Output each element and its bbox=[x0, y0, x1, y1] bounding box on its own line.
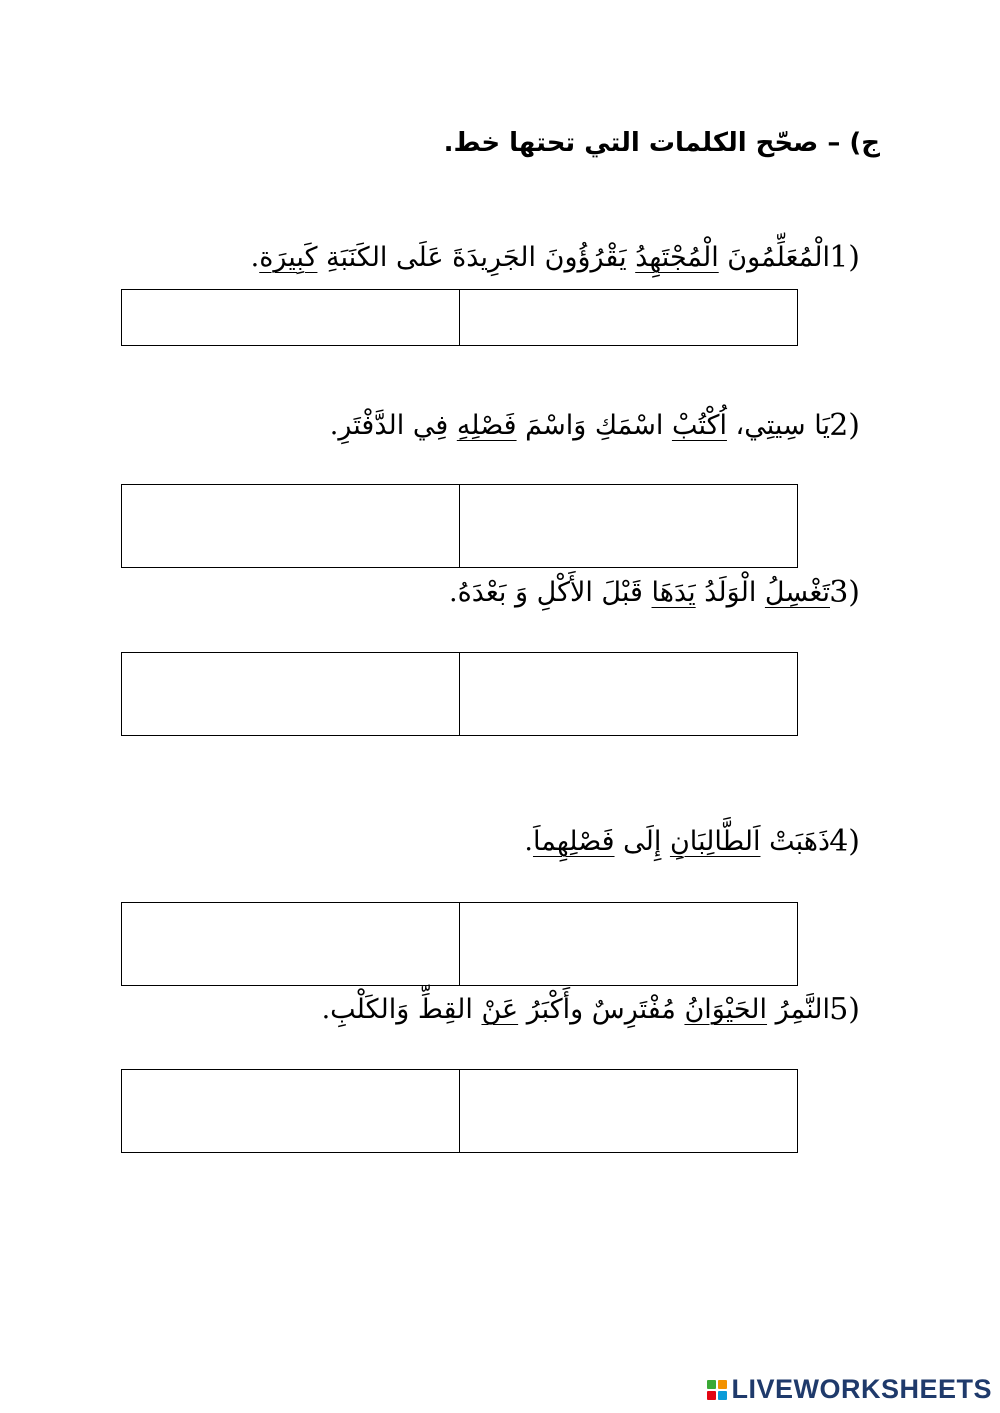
question-2-text: فِي الدَّفْتَرِ. bbox=[329, 410, 457, 441]
question-1-text: يَقْرُؤُونَ الجَرِيدَةَ عَلَى الكَنَبَةِ bbox=[317, 242, 636, 273]
question-5-underlined-word: الحَيْوَانُ bbox=[684, 994, 768, 1025]
question-1-underlined-word: الْمُجْتَهِدُ bbox=[635, 242, 719, 273]
question-4-text: ذَهَبَتْ bbox=[760, 826, 830, 857]
question-2-underlined-word: اُكْتُبْ bbox=[671, 410, 727, 441]
answer-box-5 bbox=[121, 1069, 798, 1153]
answer-input-5-right[interactable] bbox=[460, 1070, 797, 1152]
logo-square bbox=[707, 1391, 716, 1400]
question-number-1: 1) bbox=[829, 240, 860, 275]
answer-cell-left[interactable] bbox=[122, 653, 459, 735]
question-3-text: الْوَلَدُ bbox=[695, 577, 765, 608]
answer-cell-right[interactable] bbox=[459, 903, 797, 985]
question-3-text: قَبْلَ الأَكْلِ وَ بَعْدَهُ. bbox=[449, 577, 652, 608]
answer-input-1-left[interactable] bbox=[122, 290, 459, 345]
answer-input-4-left[interactable] bbox=[122, 903, 459, 985]
question-1-text: . bbox=[250, 242, 260, 273]
logo-square bbox=[718, 1391, 727, 1400]
answer-box-4 bbox=[121, 902, 798, 986]
answer-cell-right[interactable] bbox=[459, 1070, 797, 1152]
answer-input-3-left[interactable] bbox=[122, 653, 459, 735]
question-number-4: 4) bbox=[829, 824, 860, 859]
question-5-underlined-word: عَنْ bbox=[481, 994, 519, 1025]
answer-box-2 bbox=[121, 484, 798, 568]
question-number-2: 2) bbox=[829, 408, 860, 443]
question-1-text: الْمُعَلِّمُونَ bbox=[718, 242, 830, 273]
question-5-text: النَّمِرُ bbox=[767, 994, 830, 1025]
question-4-underlined-word: اَلطَّالِبَانِ bbox=[669, 826, 761, 857]
answer-input-1-right[interactable] bbox=[460, 290, 797, 345]
question-2-text: يَا سِيتِي، bbox=[726, 410, 830, 441]
answer-cell-right[interactable] bbox=[459, 485, 797, 567]
question-5-text: مُفْتَرِسٌ وأَكْبَرُ bbox=[518, 994, 685, 1025]
answer-cell-left[interactable] bbox=[122, 290, 459, 345]
question-number-3: 3) bbox=[829, 575, 860, 610]
answer-box-1 bbox=[121, 289, 798, 346]
answer-input-2-left[interactable] bbox=[122, 485, 459, 567]
question-2 bbox=[330, 406, 830, 446]
question-2-underlined-word: فَصْلِهِ bbox=[456, 410, 517, 441]
liveworksheets-logo[interactable] bbox=[707, 1374, 992, 1405]
answer-cell-right[interactable] bbox=[459, 653, 797, 735]
question-4-underlined-word: فَصْلِهِماَ bbox=[532, 826, 615, 857]
answer-cell-left[interactable] bbox=[122, 1070, 459, 1152]
answer-input-4-right[interactable] bbox=[460, 903, 797, 985]
question-1-underlined-word: كَبِيرَة bbox=[259, 242, 318, 273]
logo-square bbox=[707, 1380, 716, 1389]
liveworksheets-logo-text: LIVEWORKSHEETS bbox=[731, 1374, 992, 1404]
question-number-5: 5) bbox=[829, 992, 860, 1027]
question-3 bbox=[449, 573, 830, 613]
question-4-text: . bbox=[524, 826, 533, 857]
answer-input-5-left[interactable] bbox=[122, 1070, 459, 1152]
question-5-text: القِطِّ وَالكَلْبِ. bbox=[321, 994, 482, 1025]
answer-cell-left[interactable] bbox=[122, 903, 459, 985]
answer-box-3 bbox=[121, 652, 798, 736]
question-1 bbox=[251, 238, 830, 278]
exercise-heading: ج) – صحّح الكلمات التي تحتها خط. bbox=[443, 128, 880, 158]
answer-cell-left[interactable] bbox=[122, 485, 459, 567]
answer-input-3-right[interactable] bbox=[460, 653, 797, 735]
question-2-text: اسْمَكِ وَاسْمَ bbox=[516, 410, 672, 441]
answer-input-2-right[interactable] bbox=[460, 485, 797, 567]
logo-square bbox=[718, 1380, 727, 1389]
question-4-text: إِلَى bbox=[614, 826, 670, 857]
question-4 bbox=[524, 822, 830, 862]
answer-cell-right[interactable] bbox=[459, 290, 797, 345]
question-3-underlined-word: يَدَهَا bbox=[651, 577, 696, 608]
question-5 bbox=[322, 990, 830, 1030]
liveworksheets-logo-icon bbox=[707, 1380, 727, 1400]
question-3-underlined-word: تَغْسِلُ bbox=[764, 577, 830, 608]
